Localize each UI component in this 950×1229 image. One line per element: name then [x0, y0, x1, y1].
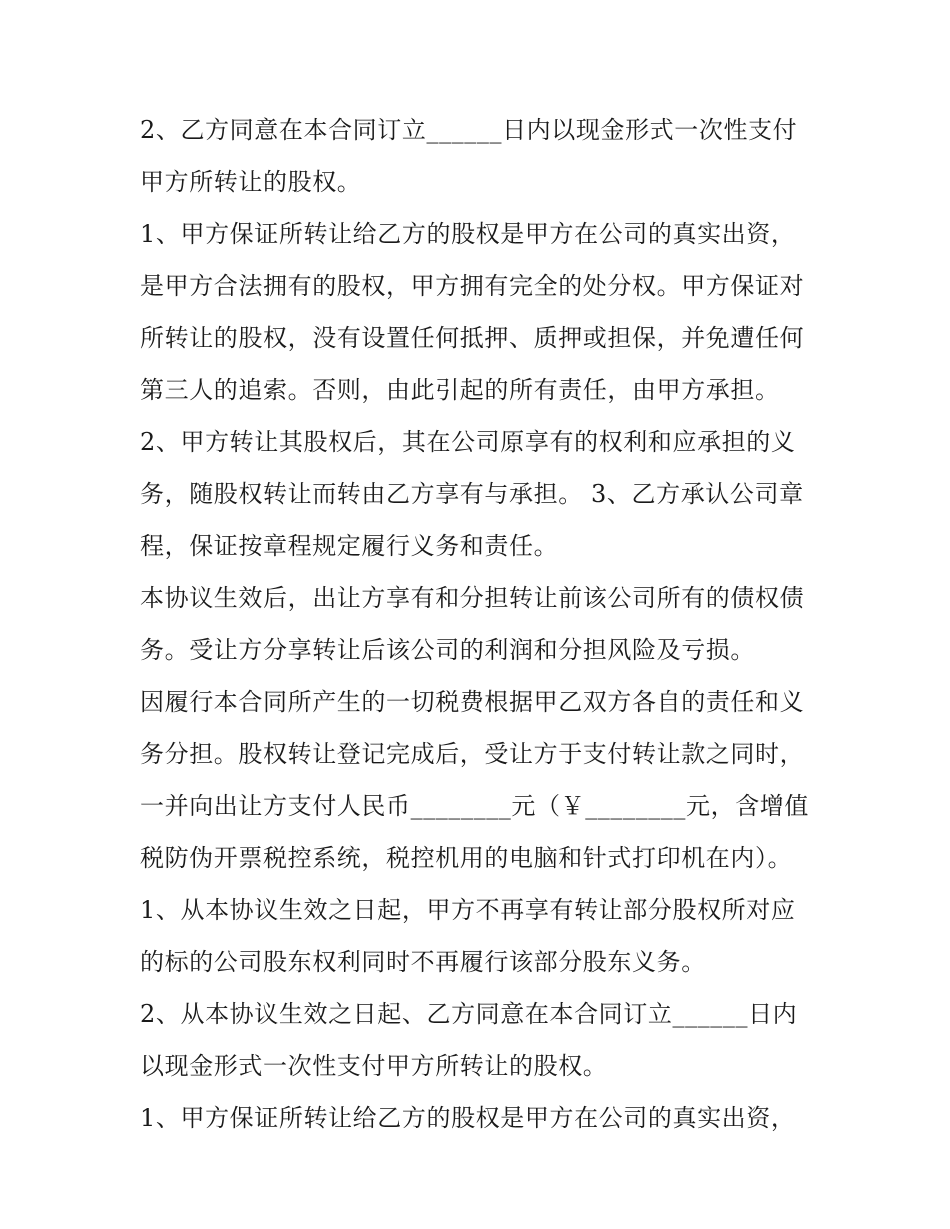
text-line: 2、乙方同意在本合同订立______日内以现金形式一次性支付	[140, 116, 798, 144]
text-line: 所转让的股权，没有设置任何抵押、质押或担保，并免遭任何	[140, 324, 805, 352]
text-line: 1、从本协议生效之日起，甲方不再享有转让部分股权所对应	[140, 896, 796, 924]
text-line: 1、甲方保证所转让给乙方的股权是甲方在公司的真实出资，	[140, 1104, 796, 1132]
text-line: 税防伪开票税控系统，税控机用的电脑和针式打印机在内）。	[140, 844, 793, 872]
text-line: 务分担。股权转让登记完成后，受让方于支付转让款之同时，	[140, 740, 805, 768]
text-line: 的标的公司股东权利同时不再履行该部分股东义务。	[140, 948, 706, 976]
text-line: 务。受让方分享转让后该公司的利润和分担风险及亏损。	[140, 636, 755, 664]
text-line: 务，随股权转让而转由乙方享有与承担。 3、乙方承认公司章	[140, 480, 804, 508]
text-line: 2、甲方转让其股权后，其在公司原享有的权利和应承担的义	[140, 428, 796, 456]
text-line: 是甲方合法拥有的股权，甲方拥有完全的处分权。甲方保证对	[140, 272, 805, 300]
text-line: 1、甲方保证所转让给乙方的股权是甲方在公司的真实出资，	[140, 220, 796, 248]
text-line: 以现金形式一次性支付甲方所转让的股权。	[140, 1052, 608, 1080]
text-line: 第三人的追索。否则，由此引起的所有责任，由甲方承担。	[140, 376, 780, 404]
text-line: 2、从本协议生效之日起、乙方同意在本合同订立______日内	[140, 1000, 798, 1028]
text-line: 程，保证按章程规定履行义务和责任。	[140, 532, 559, 560]
text-line: 一并向出让方支付人民币________元（￥________元，含增值	[140, 792, 809, 820]
text-line: 甲方所转让的股权。	[140, 168, 362, 196]
text-line: 本协议生效后，出让方享有和分担转让前该公司所有的债权债	[140, 584, 805, 612]
document-body	[140, 104, 820, 1144]
text-line: 因履行本合同所产生的一切税费根据甲乙双方各自的责任和义	[140, 688, 805, 716]
